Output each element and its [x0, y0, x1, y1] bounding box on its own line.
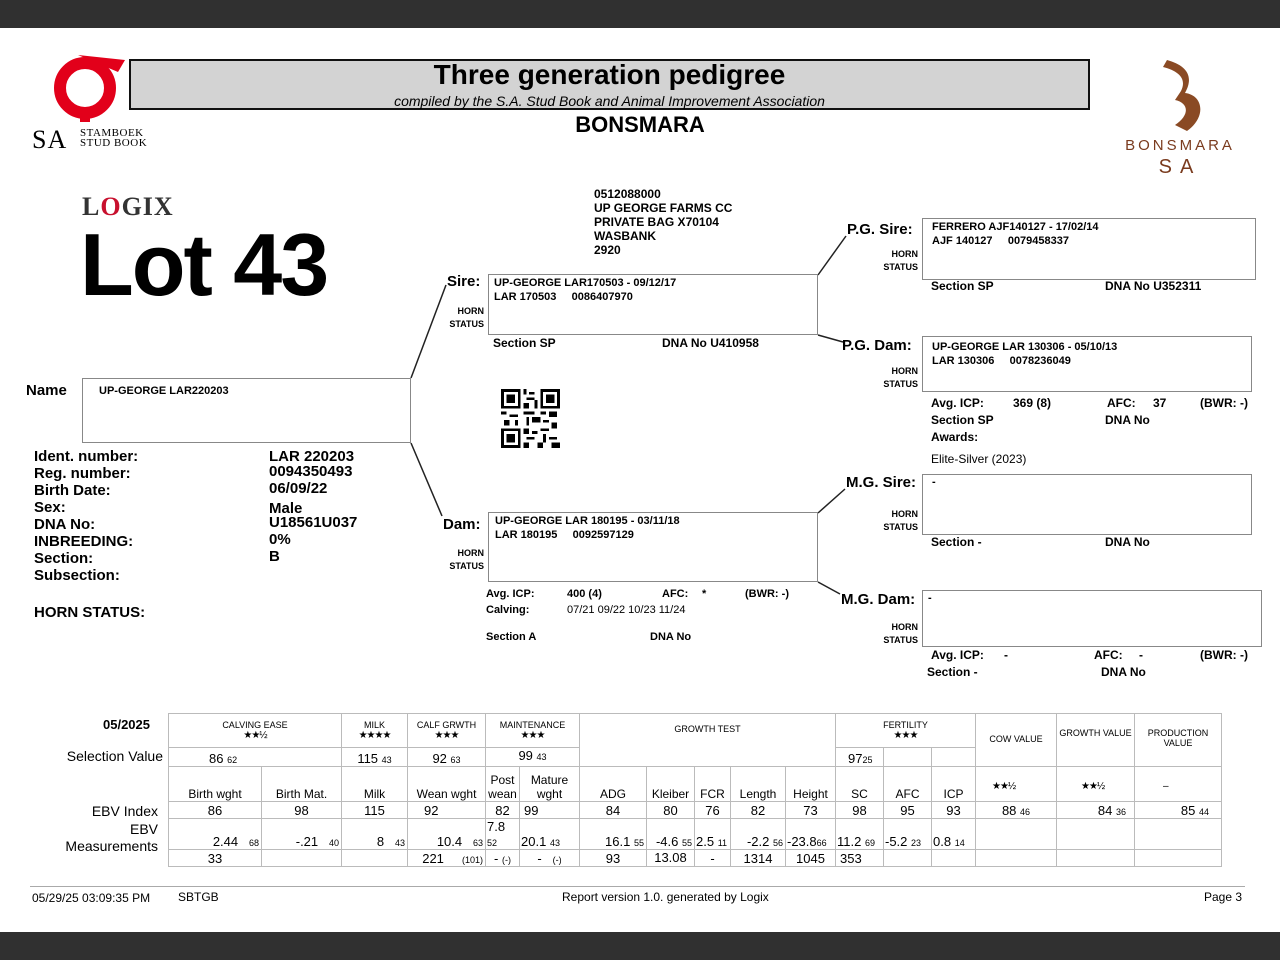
production-value-header: PRODUCTION VALUE: [1135, 714, 1222, 767]
calf-growth-header: CALF GRWTH ★★★: [408, 714, 486, 748]
sel-calving-ease: 86 62: [169, 748, 342, 767]
ebv-cell: 2.5 11: [695, 819, 731, 850]
pg-dam-afc-label: AFC:: [1107, 396, 1136, 410]
mg-dam-icp: -: [1004, 648, 1008, 662]
footer-divider: [30, 886, 1245, 887]
ebv-index-cell: 93: [932, 802, 976, 819]
pg-sire-section: Section SP: [931, 279, 994, 293]
trait-post-wean: Post wean: [486, 767, 520, 802]
ebv-index-cell: 95: [884, 802, 932, 819]
dam-name: UP-GEORGE LAR 180195 - 03/11/18: [495, 515, 680, 527]
trait-wean-wght: Wean wght: [408, 767, 486, 802]
dam-box: [488, 512, 818, 582]
mg-dam-section: Section -: [927, 665, 978, 679]
pg-dam-bwr: (BWR: -): [1200, 396, 1248, 410]
growth-value-stars: ★★½: [1057, 767, 1135, 802]
mg-sire-label: M.G. Sire:: [846, 474, 917, 491]
ebv-index-cell: 73: [786, 802, 836, 819]
production-value-index: 85 44: [1135, 802, 1222, 819]
sire-name: UP-GEORGE LAR170503 - 09/12/17: [494, 277, 677, 289]
mg-sire-section: Section -: [931, 535, 982, 549]
ebv-row: [169, 819, 1222, 850]
ebv-index-cell: 115: [342, 802, 408, 819]
selection-value-label: Selection Value: [66, 748, 163, 764]
horn-status-label: HORN STATUS:: [34, 604, 146, 621]
meas-cell: [884, 850, 932, 867]
cow-value-index: 88 46: [976, 802, 1057, 819]
animal-name: UP-GEORGE LAR220203: [99, 385, 229, 397]
meas-cell: 221 (101): [408, 850, 486, 867]
sa-logo-subtext: STAMBOEK STUD BOOK: [80, 127, 148, 149]
trait-length: Length: [731, 767, 786, 802]
ebv-cell: 16.1 55: [580, 819, 647, 850]
bonsmara-logo-sa: SA: [1158, 156, 1202, 178]
dam-afc-label: AFC:: [662, 588, 689, 600]
mg-dam-label: M.G. Dam:: [841, 591, 916, 608]
ebv-index-cell: 92: [408, 802, 486, 819]
pg-sire-horn-status: HORN STATUS: [883, 249, 918, 272]
mg-sire-name: -: [932, 476, 936, 488]
trait-header-row: [169, 767, 1222, 802]
trait-icp: ICP: [932, 767, 976, 802]
sa-logo-text: SA: [32, 125, 68, 154]
measurements-label: Measurements: [65, 838, 158, 854]
pg-sire-label: P.G. Sire:: [847, 221, 913, 238]
ebv-index-cell: 76: [695, 802, 731, 819]
ebv-index-cell: 98: [836, 802, 884, 819]
pg-dam-name: UP-GEORGE LAR 130306 - 05/10/13: [932, 341, 1118, 353]
meas-cell: - (-): [486, 850, 520, 867]
ebv-index-cell: 84: [580, 802, 647, 819]
pg-dam-ident: LAR 130306 0078236049: [932, 355, 1071, 367]
pg-sire-ident: AJF 140127 0079458337: [932, 235, 1070, 247]
page-title: Three generation pedigree: [433, 59, 786, 90]
owner-address: 0512088000 UP GEORGE FARMS CC PRIVATE BAG X70104 WASBANK 2920: [594, 187, 733, 257]
meas-cell: - (-): [520, 850, 580, 867]
cow-value-stars: ★★½: [976, 767, 1057, 802]
fertility-header: FERTILITY ★★★: [836, 714, 976, 748]
trait-kleiber: Kleiber: [647, 767, 695, 802]
sel-calf-growth: 92 63: [408, 748, 486, 767]
meas-cell: -: [695, 850, 731, 867]
ebv-cell: -23.866: [786, 819, 836, 850]
ebv-cell: -.21 40: [262, 819, 342, 850]
ebv-index-cell: 99: [520, 802, 580, 819]
trait-adg: ADG: [580, 767, 647, 802]
mg-dam-name: -: [928, 592, 932, 604]
ebv-cell: -2.2 56: [731, 819, 786, 850]
mg-dam-afc: -: [1139, 648, 1143, 662]
sire-dna: DNA No U410958: [662, 336, 759, 350]
pg-sire-name: FERRERO AJF140127 - 17/02/14: [932, 221, 1099, 233]
ebv-cell: 20.1 43: [520, 819, 580, 850]
name-label: Name: [26, 382, 67, 399]
dam-afc: *: [702, 588, 707, 600]
ebv-cell: -4.6 55: [647, 819, 695, 850]
footer-datetime: 05/29/25 03:09:35 PM: [32, 891, 151, 905]
qr-code-icon: [500, 389, 561, 448]
meas-cell: 13.08: [647, 850, 695, 867]
ebv-index-label: EBV Index: [91, 803, 158, 819]
cow-value-header: COW VALUE: [976, 714, 1057, 767]
pg-dam-awards-label: Awards:: [931, 430, 979, 444]
breed-title: BONSMARA: [575, 112, 705, 137]
lot-number: Lot 43: [80, 215, 328, 314]
ebv-index-cell: 80: [647, 802, 695, 819]
meas-cell: [932, 850, 976, 867]
sel-milk: 115 43: [342, 748, 408, 767]
sire-ident: LAR 170503 0086407970: [494, 291, 633, 303]
footer-code: SBTGB: [178, 890, 219, 904]
pg-dam-afc: 37: [1153, 396, 1167, 410]
mg-sire-dna: DNA No: [1105, 535, 1150, 549]
meas-cell: [342, 850, 408, 867]
dam-icp: 400 (4): [567, 588, 602, 600]
page-subtitle: compiled by the S.A. Stud Book and Animal Improvement Association: [394, 93, 825, 109]
trait-birth-mat: Birth Mat.: [262, 767, 342, 802]
ebv-cell: 0.8 14: [932, 819, 976, 850]
meas-cell: 1314: [731, 850, 786, 867]
animal-name-box: [82, 378, 411, 443]
dam-dna: DNA No: [650, 631, 692, 643]
trait-sc: SC: [836, 767, 884, 802]
pg-dam-dna: DNA No: [1105, 413, 1150, 427]
growth-test-header: GROWTH TEST: [580, 714, 836, 767]
dam-horn-status: HORN STATUS: [449, 548, 484, 571]
dam-bwr: (BWR: -): [745, 588, 789, 600]
mg-dam-afc-label: AFC:: [1094, 648, 1123, 662]
sire-horn-status: HORN STATUS: [449, 306, 484, 329]
ebv-index-cell: 82: [486, 802, 520, 819]
production-value-stars: –: [1135, 767, 1222, 802]
dam-calving: 07/21 09/22 10/23 11/24: [567, 604, 686, 616]
maintenance-header: MAINTENANCE ★★★: [486, 714, 580, 748]
mg-sire-horn-status: HORN STATUS: [883, 509, 918, 532]
trait-afc: AFC: [884, 767, 932, 802]
sel-maintenance: 99 43: [486, 748, 580, 767]
bonsmara-logo-text: BONSMARA: [1125, 137, 1235, 154]
mg-dam-bwr: (BWR: -): [1200, 648, 1248, 662]
pg-dam-label: P.G. Dam:: [842, 337, 912, 354]
milk-header: MILK ★★★★: [342, 714, 408, 748]
table-date: 05/2025: [103, 717, 150, 732]
trait-milk: Milk: [342, 767, 408, 802]
ebv-cell: 11.2 69: [836, 819, 884, 850]
pg-dam-icp: 369 (8): [1013, 396, 1052, 410]
growth-value-index: 84 36: [1057, 802, 1135, 819]
trait-mature-wght: Mature wght: [520, 767, 580, 802]
animal-details: Ident. number: LAR 220203 Reg. number: 0094350493 Birth Date: 06/09/22 Sex: Male DNA No: U18561U037 INBREEDING: 0% Section: B Subsection:: [34, 448, 358, 584]
mg-dam-box: [922, 590, 1262, 647]
ebv-cell: 10.4 63: [408, 819, 486, 850]
trait-fcr: FCR: [695, 767, 731, 802]
pg-dam-section: Section SP: [931, 413, 994, 427]
sire-section: Section SP: [493, 336, 556, 350]
pg-dam-awards: Elite-Silver (2023): [931, 452, 1027, 466]
pg-dam-horn-status: HORN STATUS: [883, 366, 918, 389]
pg-dam-icp-label: Avg. ICP:: [931, 396, 984, 410]
meas-cell: [262, 850, 342, 867]
dam-icp-label: Avg. ICP:: [486, 588, 535, 600]
dam-ident: LAR 180195 0092597129: [495, 529, 634, 541]
pg-dam-box: [922, 336, 1252, 392]
footer-report: Report version 1.0. generated by Logix: [562, 890, 769, 904]
mg-dam-dna: DNA No: [1101, 665, 1146, 679]
ebv-cell: -5.2 23: [884, 819, 932, 850]
sel-fertility: 9725: [836, 748, 884, 767]
mg-dam-icp-label: Avg. ICP:: [931, 648, 984, 662]
dam-section: Section A: [486, 631, 537, 643]
dam-calving-label: Calving:: [486, 604, 530, 616]
meas-cell: 353: [836, 850, 884, 867]
footer-page: Page 3: [1204, 890, 1243, 904]
pg-sire-box: [922, 218, 1256, 280]
dam-label: Dam:: [443, 516, 481, 533]
trait-height: Height: [786, 767, 836, 802]
measurements-row: [169, 850, 1222, 867]
ebv-cell: 7.8 52: [486, 819, 520, 850]
ebv-index-cell: 98: [262, 802, 342, 819]
ebv-label: EBV: [129, 821, 158, 837]
ebv-index-row: [169, 802, 1222, 819]
calving-ease-header: CALVING EASE ★★½: [169, 714, 342, 748]
ebv-cell: 8 43: [342, 819, 408, 850]
growth-value-header: GROWTH VALUE: [1057, 714, 1135, 767]
logix-logo: LOGIX: [82, 192, 174, 221]
ebv-index-cell: 86: [169, 802, 262, 819]
ebv-cell: 2.44 68: [169, 819, 262, 850]
ebv-table: [168, 713, 1222, 867]
mg-dam-horn-status: HORN STATUS: [883, 622, 918, 645]
pg-sire-dna: DNA No U352311: [1105, 279, 1202, 293]
trait-birth-wght: Birth wght: [169, 767, 262, 802]
meas-cell: 1045: [786, 850, 836, 867]
mg-sire-box: [922, 474, 1252, 535]
meas-cell: 93: [580, 850, 647, 867]
sire-box: [488, 274, 818, 335]
meas-cell: 33: [169, 850, 262, 867]
ebv-index-cell: 82: [731, 802, 786, 819]
sire-label: Sire:: [447, 273, 481, 290]
group-header-row: [169, 714, 1222, 748]
